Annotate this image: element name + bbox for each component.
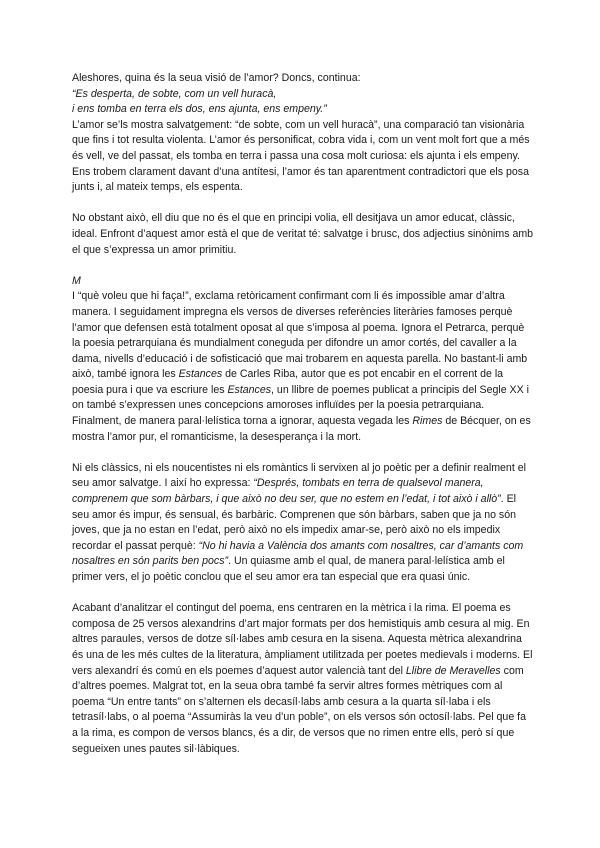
text-run: com d’altres poemes. Malgrat tot, en la seua obra també fa servir altres formes mètriques com al poema “Un entre tants” on s’alternen els decasíl·labs amb cesura a la quarta síl·laba i els tetrasíl·labs, o al poema “Assumiràs la veu d’un poble”, on els versos són octosíl·labs. Pel que fa a la rima, es compon de versos blancs, és a dir, de versos que no rimen entre ells, però sí que segueixen unes pautes sil·làbiques. [72, 664, 526, 755]
intro-paragraph: L’amor se’ls mostra salvatgement: “de sobte, com un vell huracà”, una comparació tan visionària que fins i tot resulta violenta. L’amor és personificat, cobra vida i, com un vent molt fort que a més és vell, ve del passat, els tomba en terra i passa una cosa molt curiosa: els ajunta i els empeny. Ens trobem clarament davant d’una antítesi, l’amor és tan aparentment contradictori que els posa junts i, al mateix temps, els espenta. [72, 118, 530, 194]
section-heading: M [72, 274, 81, 287]
title-rimes: Rimes [412, 415, 443, 428]
title-llibre-meravelles: Llibre de Meravelles [405, 664, 501, 677]
title-estances-2: Estances [227, 383, 272, 396]
text-run: de Carles Riba, autor que es pot encabir en el corrent de la poesia pura i que va escriure les [72, 368, 504, 396]
text-run: Ni els clàssics, ni els noucentistes ni els romàntics li servixen al jo poètic per a definir realment el seu amor salvatge. I així ho expressa: [72, 461, 526, 490]
quote-inline-2: “No hi havia a València dos amants com nosaltres, car d’amants com nosaltres en són parits ben pocs” [72, 539, 524, 568]
paragraph-metrics [72, 601, 534, 757]
quote-line-2: i ens tomba en terra els dos, ens ajunta, ens empeny.” [72, 103, 327, 116]
title-estances-1: Estances [178, 368, 223, 381]
text-run: . El seu amor és impur, és sensual, és barbàric. Comprenen que són bàrbars, saben que ja no són joves, que ja no estan en l’edat, però això no els impedix amar-se, però això no els impedix recordar el passat perquè: [72, 493, 517, 552]
intro-lead: Aleshores, quina és la seua visió de l’amor? Doncs, continua: [72, 72, 361, 84]
text-run: de Bécquer, on es mostra l’amor pur, el romanticisme, la desesperança i la mort. [72, 415, 531, 443]
document-page [72, 71, 534, 757]
quote-line-1: “Es desperta, de sobte, com un vell huracà, [72, 87, 277, 100]
text-run: I “què voleu que hi faça!”, exclama retòricament confirmant com li és impossible amar d’altra manera. I seguidament impregna els versos de diverses referències literàries famoses perquè l’amor que defensen està totalment oposat al que s’imposa al poema. Ignora el Petrarca, perquè la poesia petrarquiana és mundialment coneguda per difondre un amor cortés, del cavaller a la dama, nivells d’educació i de sofisticació que mai trobarem en aquesta parella. No bastant-li amb això, també ignora les [72, 290, 528, 381]
spacer [72, 196, 534, 212]
spacer [72, 445, 534, 461]
text-run: Acabant d’analitzar el contingut del poema, ens centraren en la mètrica i la rima. El poema es composa de 25 versos alexandrins d’art major formats per dos hemistiquis amb cesura al mig. En altres paraules, versos de dotze síl·labes amb cesura en la sisena. Aquesta mètrica alexandrina és una de les més cultes de la literatura, àmpliament utilitzada per poetes medievals i moderns. El vers alexandrí és comú en els poemes d’aquest autor valencià tant del [72, 602, 533, 677]
quote-inline-1: “Després, tombats en terra de qualsevol manera, comprenem que som bàrbars, i que això no deu ser, que no estem en l’edat, i tot això i allò” [72, 477, 501, 506]
spacer [72, 258, 534, 274]
text-run: , un llibre de poemes publicat a principis del Segle XX i on també s’expressen unes concepcions amoroses influïdes per la poesia petrarquiana. Finalment, de manera paral·lelística torna a ignorar, aquesta vegada les [72, 383, 529, 428]
paragraph-educated-love: No obstant això, ell diu que no és el que en principi volia, ell desitjava un amor educat, clàssic, ideal. Enfront d’aquest amor està el que de veritat té: salvatge i brusc, dos adjectius sinònims amb el que s’expressa un amor primitiu. [72, 212, 534, 256]
spacer [72, 586, 534, 602]
text-run: . Un quiasme amb el qual, de manera paral·lelística amb el primer vers, el jo poètic conclou que el seu amor era tan especial que era quasi únic. [72, 555, 505, 583]
paragraph-savage-love [72, 461, 534, 586]
paragraph-references [72, 289, 534, 445]
